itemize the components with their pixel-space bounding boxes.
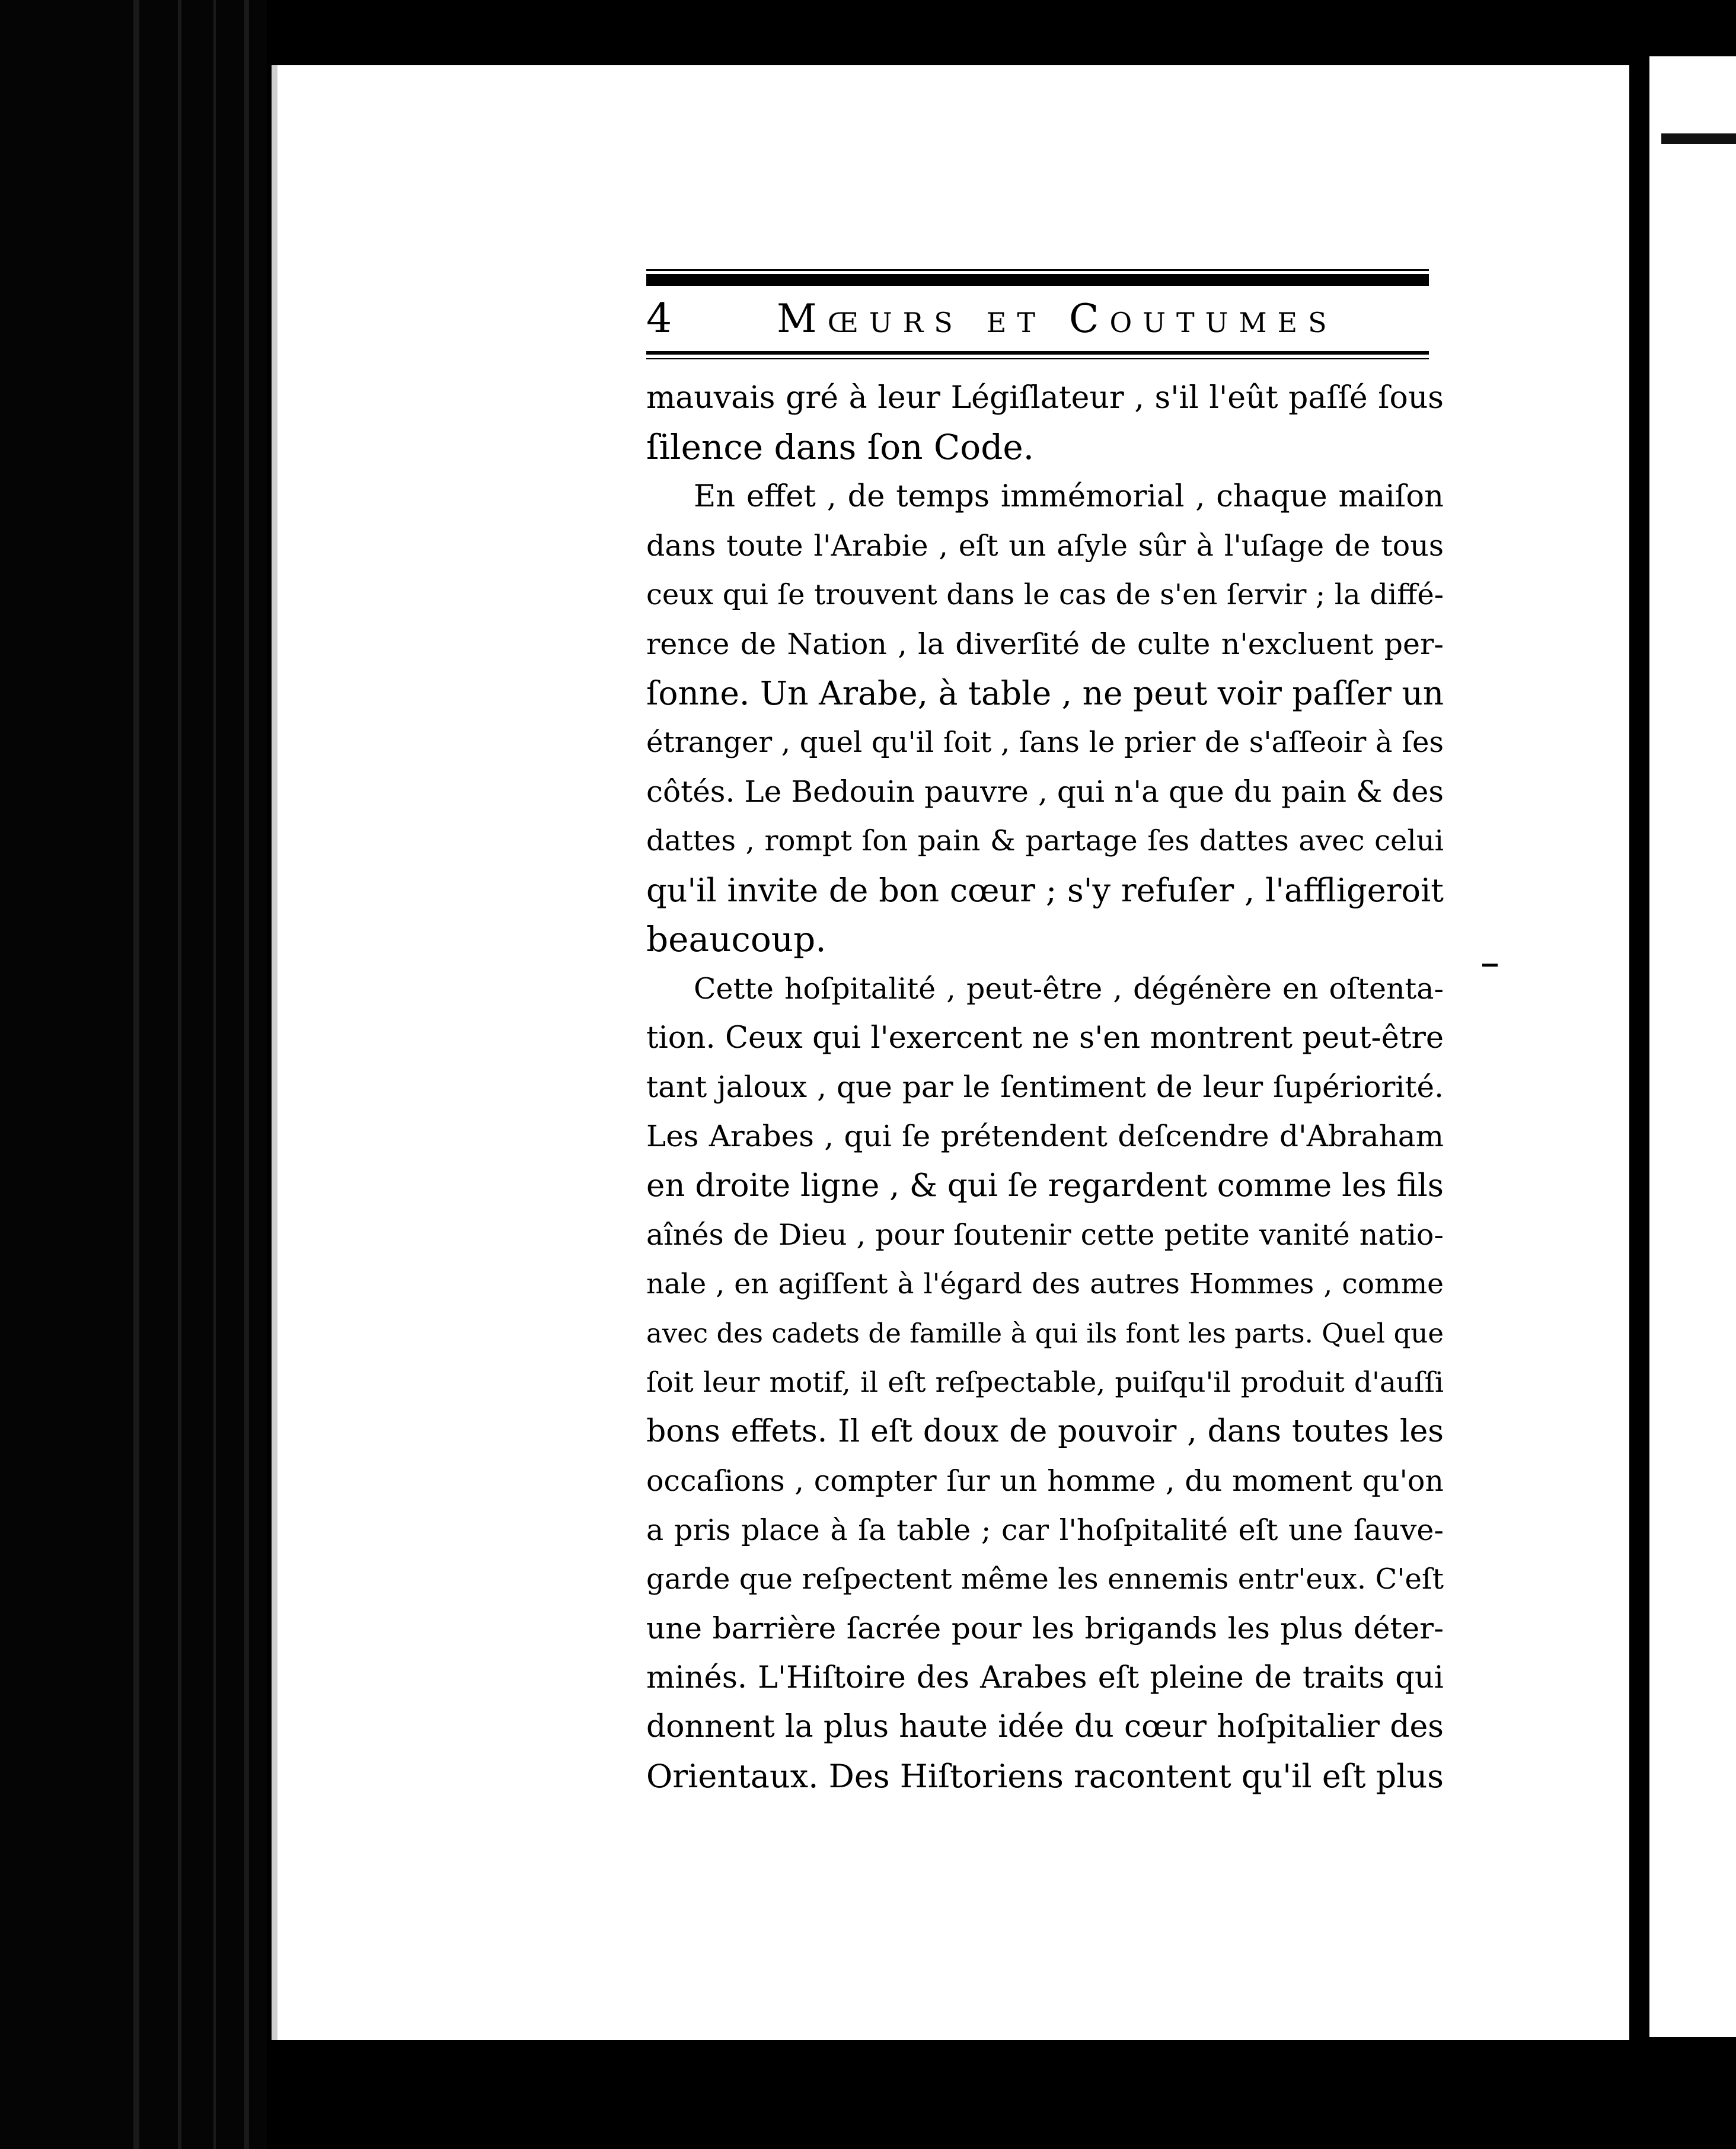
text-line: rence de Nation , la diverſité de culte n'excluent per- bbox=[646, 627, 1444, 661]
margin-dash-mark bbox=[1482, 964, 1498, 967]
binding-edge-line bbox=[213, 0, 216, 2149]
text-line: Orientaux. Des Hiſtoriens racontent qu'il eſt plus bbox=[646, 1758, 1444, 1795]
text-line: a pris place à ſa table ; car l'hoſpitalité eſt une ſauve- bbox=[646, 1513, 1444, 1547]
next-page-edge bbox=[1649, 56, 1736, 2037]
running-title: Mœurs et Coutumes bbox=[777, 296, 1338, 342]
text-line: beaucoup. bbox=[646, 919, 826, 959]
text-line: tant jaloux , que par le ſentiment de leur ſupériorité. bbox=[646, 1070, 1444, 1104]
text-line: ſilence dans ſon Code. bbox=[646, 427, 1035, 467]
text-line: ceux qui ſe trouvent dans le cas de s'en ſervir ; la diffé- bbox=[646, 578, 1444, 611]
running-head bbox=[646, 291, 1429, 350]
book-binding bbox=[0, 0, 267, 2149]
binding-edge-line bbox=[244, 0, 249, 2149]
text-line: Les Arabes , qui ſe prétendent deſcendre d'Abraham bbox=[646, 1119, 1444, 1153]
text-line: bons effets. Il eſt doux de pouvoir , dans toutes les bbox=[646, 1414, 1444, 1449]
text-line: ſonne. Un Arabe, à table , ne peut voir paſſer un bbox=[646, 674, 1444, 712]
header-rule-thin bbox=[646, 269, 1429, 271]
text-line: avec des cadets de famille à qui ils font les parts. Quel que bbox=[646, 1318, 1444, 1349]
header-rule-thick bbox=[646, 274, 1429, 286]
text-line: côtés. Le Bedouin pauvre , qui n'a que du pain & des bbox=[646, 774, 1444, 809]
text-line: ſoit leur motif, il eſt reſpectable, puiſqu'il produit d'auſſi bbox=[646, 1366, 1444, 1399]
text-line: dattes , rompt ſon pain & partage ſes dattes avec celui bbox=[646, 824, 1444, 857]
text-line: occaſions , compter ſur un homme , du moment qu'on bbox=[646, 1464, 1444, 1498]
text-line: En effet , de temps immémorial , chaque maiſon bbox=[694, 479, 1444, 514]
text-line: nale , en agiſſent à l'égard des autres Hommes , comme bbox=[646, 1268, 1444, 1300]
page-number: 4 bbox=[646, 295, 672, 342]
next-page-rule bbox=[1661, 133, 1736, 221]
text-line: en droite ligne , & qui ſe regardent comme les fils bbox=[646, 1168, 1444, 1204]
text-line: garde que reſpectent même les ennemis entr'eux. C'eſt bbox=[646, 1563, 1444, 1596]
header-rule-lower bbox=[646, 351, 1429, 355]
text-line: mauvais gré à leur Légiſlateur , s'il l'eût paſſé ſous bbox=[646, 380, 1444, 416]
text-line: dans toute l'Arabie , eſt un aſyle sûr à l'uſage de tous bbox=[646, 529, 1444, 563]
binding-edge-line bbox=[133, 0, 139, 2149]
text-line: étranger , quel qu'il ſoit , ſans le prier de s'aſſeoir à ſes bbox=[646, 726, 1444, 759]
text-line: tion. Ceux qui l'exercent ne s'en montrent peut-être bbox=[646, 1021, 1444, 1056]
text-line: qu'il invite de bon cœur ; s'y refuſer , l'affligeroit bbox=[646, 872, 1444, 909]
header-rule-lower-thin bbox=[646, 358, 1429, 359]
body-text bbox=[646, 374, 1444, 1801]
text-line: aînés de Dieu , pour ſoutenir cette petite vanité natio- bbox=[646, 1218, 1444, 1252]
text-line: une barrière ſacrée pour les brigands les plus déter- bbox=[646, 1611, 1444, 1646]
text-line: Cette hoſpitalité , peut-être , dégénère en oſtenta- bbox=[694, 972, 1444, 1006]
binding-edge-line bbox=[178, 0, 181, 2149]
text-line: minés. L'Hiſtoire des Arabes eſt pleine de traits qui bbox=[646, 1660, 1444, 1695]
text-line: donnent la plus haute idée du cœur hoſpitalier des bbox=[646, 1709, 1444, 1745]
